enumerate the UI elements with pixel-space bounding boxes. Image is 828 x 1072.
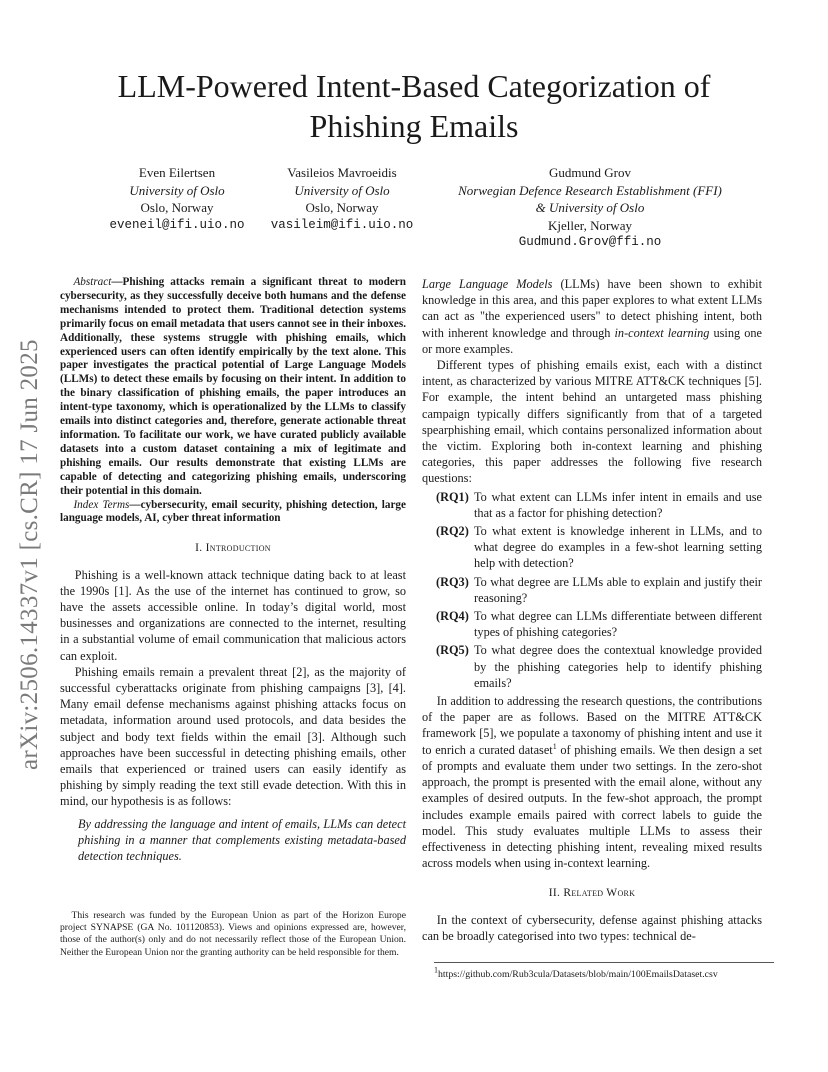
emphasis-llm: Large Language Models: [422, 277, 553, 291]
author-location: Oslo, Norway: [305, 200, 379, 215]
right-paragraph-2: Different types of phishing emails exist, each with a distinct intent, as characterized by various MITRE ATT&CK techniques [5]. For example, the intent behind an untargeted mass phishing campaign typically differs significantly from that of a targeted spearphishing email, which contains personalized information about the victim. Exploring both in-context learning and phishing categories, this paper addresses the following five research questions:: [422, 358, 762, 486]
index-terms-label: Index Terms: [73, 498, 130, 511]
research-question: (RQ3) To what degree are LLMs able to explain and justify their reasoning?: [436, 574, 762, 605]
author-email[interactable]: vasileim@ifi.uio.no: [270, 217, 414, 232]
arxiv-stamp: arXiv:2506.14337v1 [cs.CR] 17 Jun 2025: [16, 339, 43, 770]
right-paragraph-1: Large Language Models (LLMs) have been shown to exhibit knowledge in this area, and this paper explores to what extent LLMs can act as "the experienced users" to detect phishing intent, both with inherent knowledge and through in-context learning using one or more examples.: [422, 277, 762, 356]
footnote-number: 1: [434, 965, 438, 975]
research-questions: [422, 489, 762, 691]
footnote-marker[interactable]: 1: [552, 741, 557, 751]
abstract-label: Abstract: [73, 276, 112, 288]
author-email[interactable]: Gudmund.Grov@ffi.no: [518, 235, 662, 249]
author-affiliation: Norwegian Defence Research Establishment (FFI): [458, 182, 722, 198]
left-column: [60, 276, 406, 864]
dataset-footnote: [434, 962, 774, 981]
funding-footnote: This research was funded by the European Union as part of the Horizon Europe project SYNAPSE (GA No. 101120853). Views and opinions expressed are, however, those of the author(s) only and do not necessarily reflect those of the European Union. Neither the European Union nor the granting authority can be held responsible for them.: [60, 910, 406, 958]
related-paragraph-1: In the context of cybersecurity, defense against phishing attacks can be broadly categorised into two types: technical de-: [422, 912, 762, 943]
intro-paragraph-1: Phishing is a well-known attack technique dating back to at least the 1990s [1]. As the use of the internet has continued to grow, so have the assets accessible online. In today’s digital world, most businesses and organizations are connected to the internet, resulting in a substantial volume of email communication that malicious actors can exploit.: [60, 567, 406, 663]
author-name: Vasileios Mavroeidis: [287, 165, 397, 180]
author-name: Gudmund Grov: [549, 165, 631, 180]
index-terms-text: —cybersecurity, email security, phishing detection, large language models, AI, cyber threat information: [60, 498, 406, 525]
dataset-url[interactable]: https://github.com/Rub3cula/Datasets/blob/main/100EmailsDataset.csv: [438, 969, 718, 980]
author-location: Oslo, Norway: [140, 200, 214, 215]
title-line-1: LLM-Powered Intent-Based Categorization of: [117, 68, 711, 104]
research-question: (RQ5) To what degree does the contextual knowledge provided by the phishing categories help to identify phishing emails?: [436, 643, 762, 690]
author-affiliation: University of Oslo: [129, 182, 225, 198]
research-question: (RQ1) To what extent can LLMs infer intent in emails and use that as a factor for phishing detection?: [436, 489, 762, 520]
index-terms: [60, 499, 406, 527]
author-affiliation: University of Oslo: [294, 182, 390, 198]
author-affiliation-2: & University of Oslo: [535, 200, 645, 215]
paper-title: [80, 66, 748, 146]
section-title: Related Work: [563, 887, 636, 900]
author-location: Kjeller, Norway: [548, 217, 632, 233]
abstract-text: —Phishing attacks remain a significant threat to modern cybersecurity, as they successfully deceive both humans and the defense mechanisms intended to protect them. Traditional detection systems primarily focus on email metadata that users cannot see in their inboxes. Additionally, these systems struggle with phishing emails, which experienced users can often identify empirically by the text alone. This paper investigates the practical potential of Large Language Models (LLMs) to detect these emails by focusing on their intent. In addition to the binary classification of phishing emails, the paper introduces an intent-type taxonomy, which is operationalized by the LLMs to classify emails into distinct categories and, therefore, generate actionable threat information. To facilitate our work, we have curated publicly available datasets into a custom dataset containing a mix of legitimate and phishing emails. Our results demonstrate that existing LLMs are capable of detecting and categorizing phishing emails, underscoring their potential in this domain.: [60, 276, 406, 497]
research-question: (RQ4) To what degree can LLMs differentiate between different types of phishing categories?: [436, 609, 762, 640]
author-block-2: [262, 164, 422, 234]
contributions-paragraph: In addition to addressing the research questions, the contributions of the paper are as follows. Based on the MITRE ATT&CK framework [5], we populate a taxonomy of phishing intent and use it to enrich a curated dataset$^1$ of phishing emails. We then design a set of prompts and evaluate them under two settings. In the zero-shot approach, the prompt is presented with the email alone, without any examples of desired outputs. In the few-shot approach, the prompt includes example emails paired with correct labels to guide the model. This study evaluates multiple LLMs to assess their effectiveness in detecting phishing intent, revealing mixed results across models when using in-context learning.: [422, 694, 762, 871]
author-block-3: [440, 164, 740, 252]
author-name: Even Eilertsen: [138, 165, 216, 180]
intro-paragraph-2: Phishing emails remain a prevalent threat [2], as the majority of successful cyberattacks originate from phishing campaigns [3], [4]. Many email defense mechanisms against phishing attacks focus on metadata, information around used protocols, and data besides the subject and body text fields within the email [3]. Although such approaches have been successful in detecting phishing emails, other emails that experienced or trained users can easily identify as phishing by simply reading the text still evade detection. With this in mind, our hypothesis is as follows:: [60, 664, 406, 809]
research-question: (RQ2) To what extent is knowledge inherent in LLMs, and to what degree do examples in a few-shot learning setting help with detection?: [436, 524, 762, 571]
author-block-1: [82, 164, 272, 234]
abstract: [60, 276, 406, 499]
title-line-2: Phishing Emails: [309, 108, 519, 144]
right-column: [422, 276, 762, 944]
section-heading-related-work: II. Related Work: [548, 887, 636, 900]
section-heading-introduction: I. Introduction: [195, 542, 271, 555]
section-title: Introduction: [205, 542, 271, 555]
author-email[interactable]: eveneil@ifi.uio.no: [109, 217, 245, 232]
hypothesis-quote: By addressing the language and intent of emails, LLMs can detect phishing in a manner that complements existing metadata-based detection techniques.: [78, 816, 406, 863]
emphasis-in-context: in-context learning: [614, 325, 710, 340]
